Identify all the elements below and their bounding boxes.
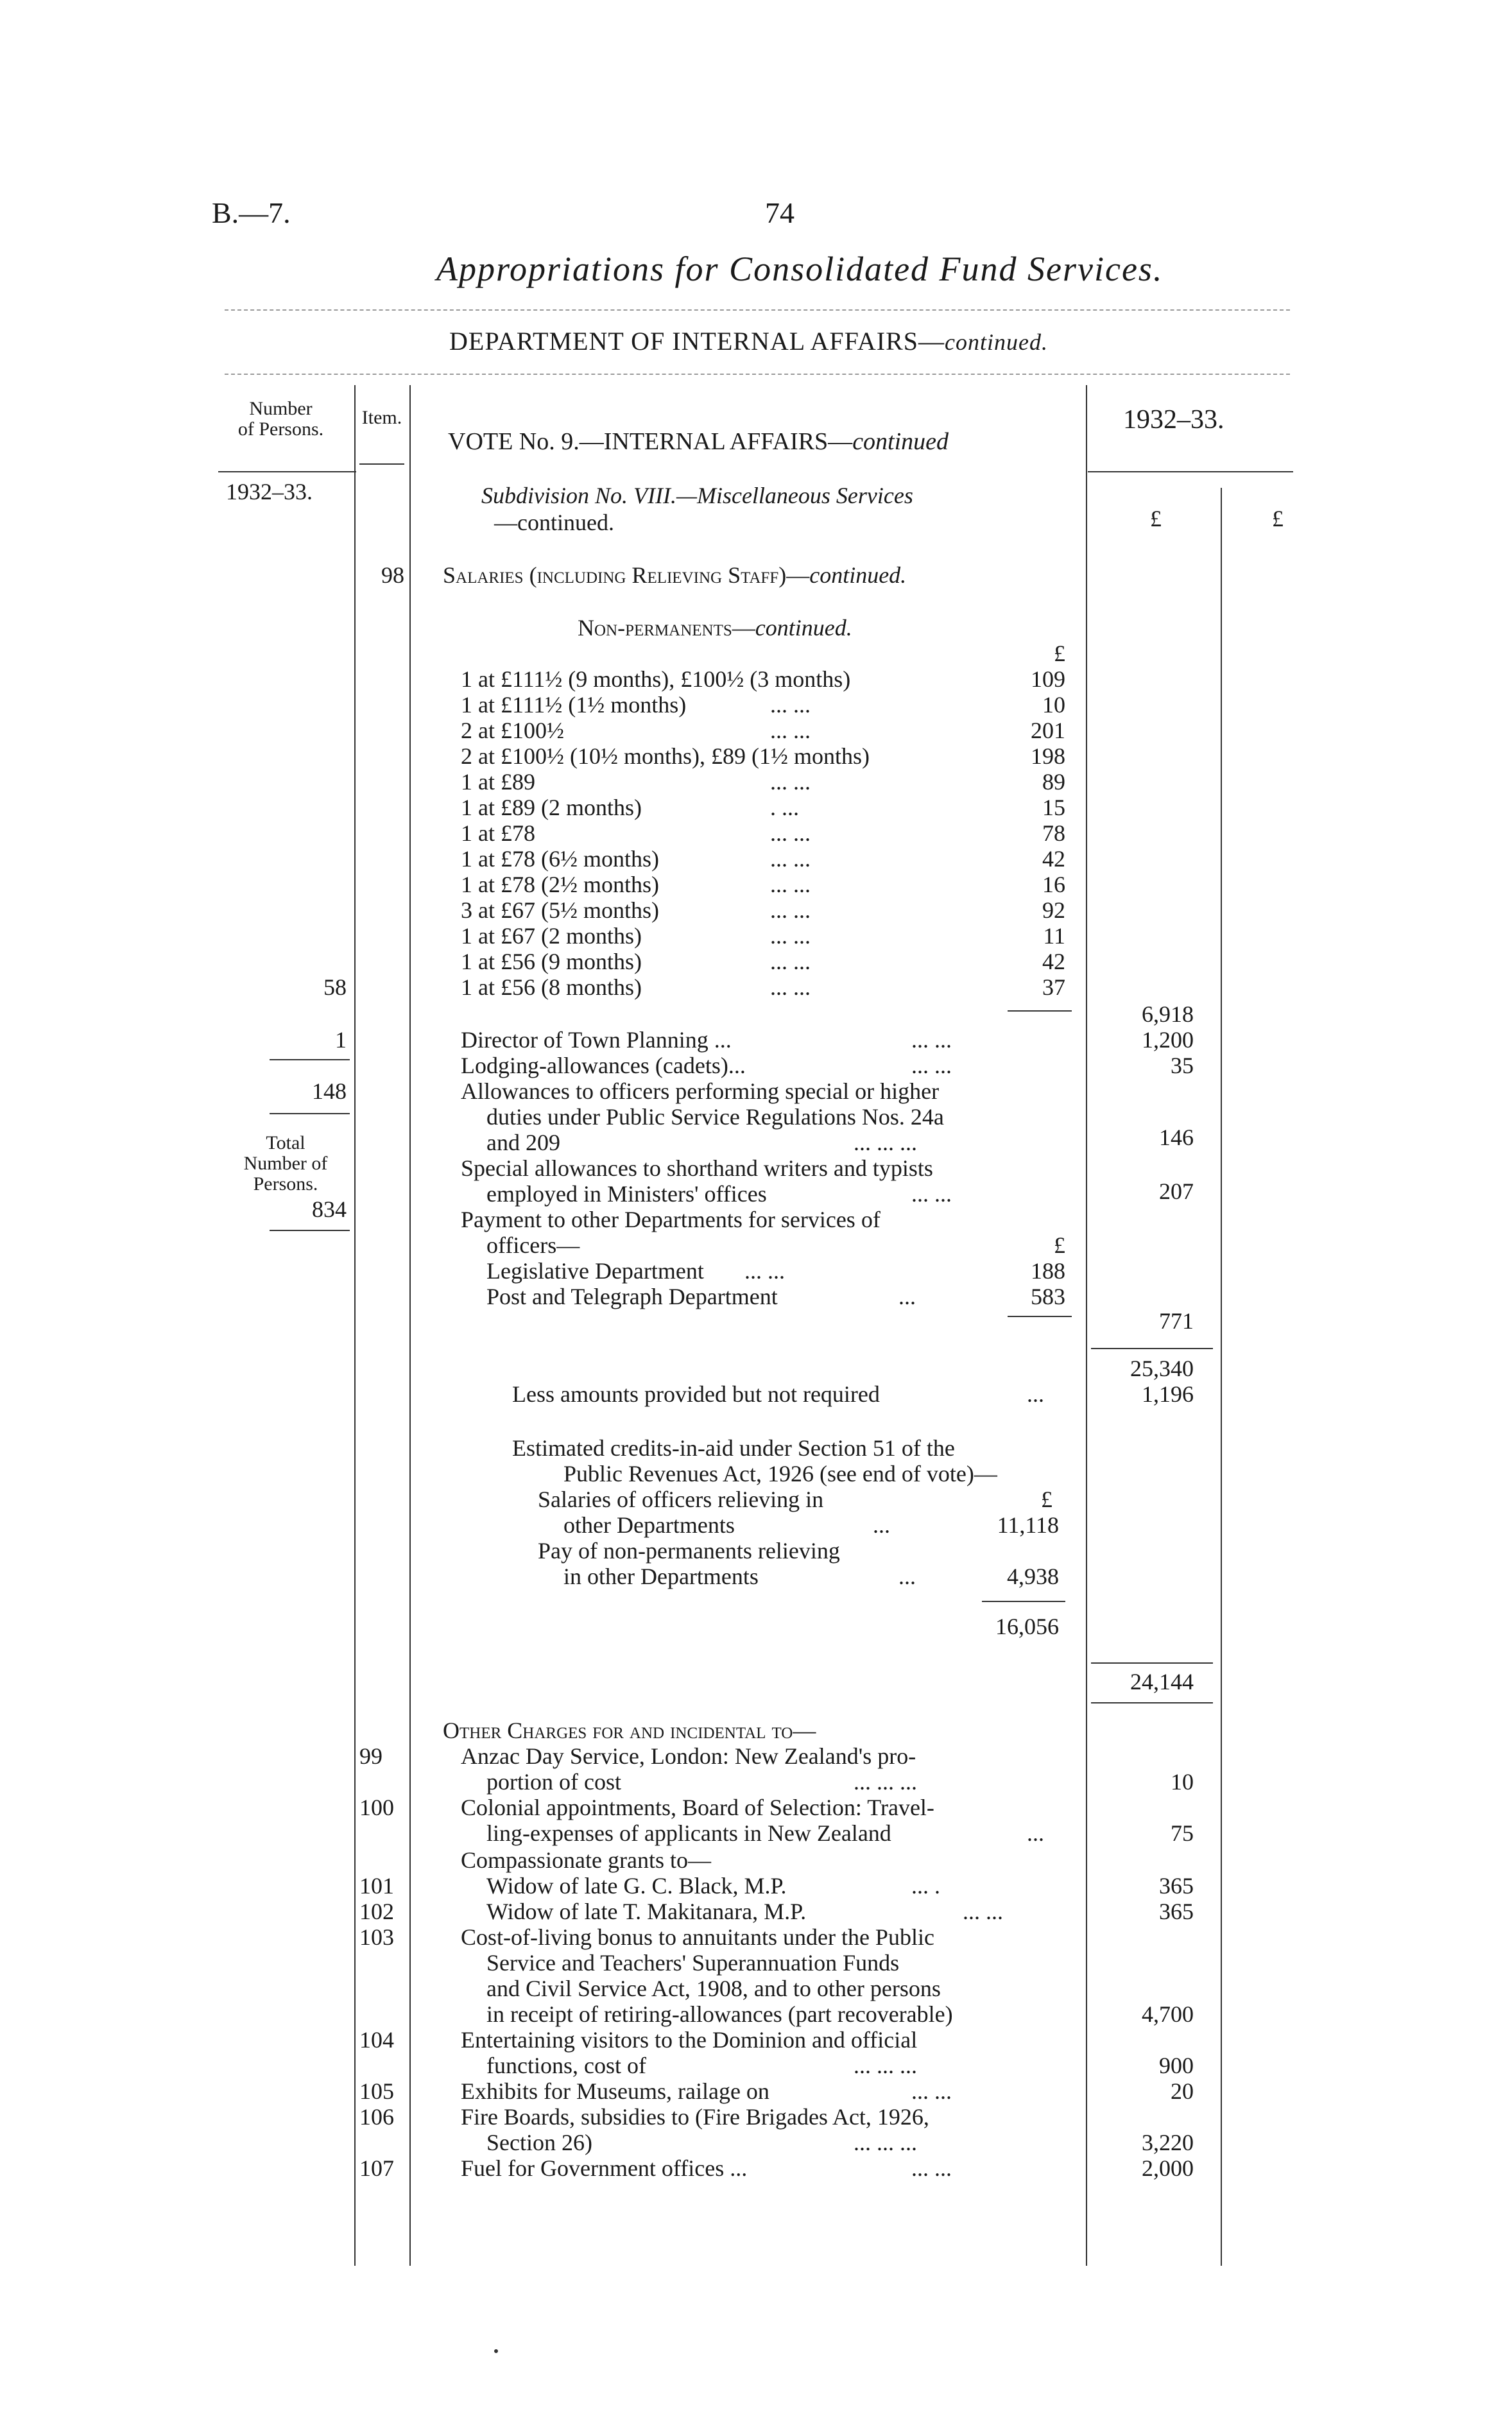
rule-item-text bbox=[409, 385, 411, 2266]
widow1-dots: ... . bbox=[911, 1873, 940, 1899]
ent-amount: 900 bbox=[1159, 2053, 1194, 2078]
item-104: 104 bbox=[359, 2027, 394, 2053]
lodging-label: Lodging-allowances (cadets)... bbox=[461, 1053, 746, 1078]
fire-dots: ... ... ... bbox=[854, 2130, 917, 2155]
header-rule-left bbox=[218, 471, 356, 472]
payment-sum-rule bbox=[1008, 1316, 1072, 1317]
item-101: 101 bbox=[359, 1873, 394, 1899]
post-amount: 583 bbox=[1031, 1284, 1065, 1309]
total-persons-value: 834 bbox=[312, 1196, 347, 1222]
lodging-dots: ... ... bbox=[911, 1053, 952, 1078]
col-line2: Service and Teachers' Superannuation Funds bbox=[486, 1950, 900, 1976]
special-line1: Special allowances to shorthand writers and typists bbox=[461, 1155, 933, 1181]
nonperm-row-amount: 92 bbox=[1042, 897, 1065, 923]
nonperm-row-label: 1 at £67 (2 months) bbox=[461, 923, 642, 949]
rule-text-amount bbox=[1086, 385, 1087, 2266]
ent-line2: functions, cost of bbox=[486, 2053, 646, 2078]
nonperm-row-dots: ... ... bbox=[770, 897, 811, 923]
nonperm-row-label: 2 at £100½ (10½ months), £89 (1½ months) bbox=[461, 743, 870, 769]
department-name: DEPARTMENT OF INTERNAL AFFAIRS— bbox=[449, 327, 945, 356]
ent-dots: ... ... ... bbox=[854, 2053, 917, 2078]
widow2-dots: ... ... bbox=[963, 1899, 1003, 1924]
nonperm-sum-rule bbox=[1008, 1010, 1072, 1012]
col-number-of-persons: Number bbox=[249, 398, 313, 419]
compassionate-label: Compassionate grants to— bbox=[461, 1847, 711, 1873]
item-102: 102 bbox=[359, 1899, 394, 1924]
special-line2: employed in Ministers' offices bbox=[486, 1181, 767, 1207]
nonperm-row-dots: ... ... bbox=[770, 769, 811, 795]
persons-58: 58 bbox=[323, 974, 347, 1000]
title-rule bbox=[225, 309, 1290, 311]
col-year-right: 1932–33. bbox=[1123, 405, 1224, 435]
payment-line1: Payment to other Departments for services of bbox=[461, 1207, 881, 1232]
nonperm-row-amount: 37 bbox=[1042, 974, 1065, 1000]
payment-total: 771 bbox=[1159, 1308, 1194, 1334]
col-pound-2: £ bbox=[1272, 506, 1284, 531]
nonperm-row-amount: 15 bbox=[1042, 795, 1065, 820]
item-106: 106 bbox=[359, 2104, 394, 2130]
net-rule-top bbox=[1091, 1662, 1213, 1664]
credits-total: 16,056 bbox=[995, 1614, 1059, 1639]
page-title: Appropriations for Consolidated Fund Services. bbox=[436, 250, 1164, 288]
nonperm-total: 6,918 bbox=[1142, 1001, 1194, 1027]
nonperm-row-dots: ... ... bbox=[770, 820, 811, 846]
payment-pound: £ bbox=[1054, 1232, 1065, 1258]
fuel-label: Fuel for Government offices ... bbox=[461, 2155, 748, 2181]
other-charge-dots: ... bbox=[1027, 1820, 1044, 1846]
exh-label: Exhibits for Museums, railage on bbox=[461, 2078, 769, 2104]
nonperm-row-label: 1 at £111½ (9 months), £100½ (3 months) bbox=[461, 666, 851, 692]
other-charge-line2: portion of cost bbox=[486, 1769, 621, 1795]
department-rule bbox=[225, 374, 1290, 375]
fuel-dots: ... ... bbox=[911, 2155, 952, 2181]
fuel-amount: 2,000 bbox=[1142, 2155, 1194, 2181]
credits-pay-line2: in other Departments bbox=[563, 1564, 759, 1589]
salaries-heading bbox=[443, 562, 906, 588]
col-line3: and Civil Service Act, 1908, and to other persons bbox=[486, 1976, 941, 2001]
net-total: 24,144 bbox=[1130, 1669, 1194, 1695]
nonperm-row-label: 3 at £67 (5½ months) bbox=[461, 897, 659, 923]
subdivision-continued: —continued. bbox=[494, 510, 614, 535]
department-continued: continued. bbox=[945, 329, 1049, 355]
vote-title-continued: continued bbox=[852, 428, 949, 455]
credits-pay-amount: 4,938 bbox=[1007, 1564, 1059, 1589]
persons-rule-2 bbox=[270, 1113, 350, 1114]
footer-dot bbox=[494, 2349, 498, 2353]
vote-title bbox=[448, 429, 949, 454]
salaries-heading-text: Salaries (including Relieving Staff)— bbox=[443, 562, 810, 588]
nonperm-heading bbox=[578, 615, 852, 641]
salaries-heading-continued: continued. bbox=[809, 562, 907, 588]
credits-pound: £ bbox=[1041, 1487, 1052, 1512]
widow2-amount: 365 bbox=[1159, 1899, 1194, 1924]
item-105: 105 bbox=[359, 2078, 394, 2104]
less-amount: 1,196 bbox=[1142, 1381, 1194, 1407]
persons-1: 1 bbox=[335, 1027, 347, 1053]
net-rule-bottom bbox=[1091, 1702, 1213, 1703]
other-charges-heading: Other Charges for and incidental to— bbox=[443, 1718, 816, 1743]
col-pound-1: £ bbox=[1150, 506, 1162, 531]
director-amount: 1,200 bbox=[1142, 1027, 1194, 1053]
nonperm-row-label: 1 at £111½ (1½ months) bbox=[461, 692, 687, 718]
other-charge-line1: Colonial appointments, Board of Selection: Travel- bbox=[461, 1795, 934, 1820]
persons-rule-3 bbox=[270, 1230, 350, 1231]
gross-rule bbox=[1091, 1348, 1213, 1349]
col-number-of-persons-line2: of Persons. bbox=[237, 418, 324, 440]
ent-line1: Entertaining visitors to the Dominion and official bbox=[461, 2027, 918, 2053]
nonperm-row-label: 1 at £56 (9 months) bbox=[461, 949, 642, 974]
persons-148: 148 bbox=[312, 1078, 347, 1104]
nonperm-row-dots: ... ... bbox=[770, 846, 811, 872]
page-number: 74 bbox=[765, 196, 795, 229]
col-amount: 4,700 bbox=[1142, 2001, 1194, 2027]
vote-title-text: VOTE No. 9.—INTERNAL AFFAIRS— bbox=[448, 428, 853, 455]
nonperm-row-amount: 201 bbox=[1031, 718, 1065, 743]
other-charge-line1: Anzac Day Service, London: New Zealand's pro- bbox=[461, 1743, 916, 1769]
payment-line2: officers— bbox=[486, 1232, 580, 1258]
total-persons-label: Total bbox=[266, 1132, 305, 1153]
post-dots: ... bbox=[898, 1284, 916, 1309]
nonperm-pound: £ bbox=[1054, 641, 1065, 666]
special-dots: ... ... bbox=[911, 1181, 952, 1207]
rule-amount-total bbox=[1221, 488, 1222, 2266]
legislative-dots: ... ... bbox=[744, 1258, 785, 1284]
other-charge-amount: 75 bbox=[1171, 1820, 1194, 1846]
col-line4: in receipt of retiring-allowances (part recoverable) bbox=[486, 2001, 953, 2027]
nonperm-row-dots: ... ... bbox=[770, 974, 811, 1000]
nonperm-row-dots: ... ... bbox=[770, 923, 811, 949]
credits-salaries-line1: Salaries of officers relieving in bbox=[538, 1487, 824, 1512]
allowances-line2: duties under Public Service Regulations Nos. 24a bbox=[486, 1104, 944, 1130]
fire-line2: Section 26) bbox=[486, 2130, 592, 2155]
total-persons-label-2: Number of bbox=[243, 1153, 328, 1174]
credits-pay-line1: Pay of non-permanents relieving bbox=[538, 1538, 840, 1564]
allowances-amount: 146 bbox=[1159, 1125, 1194, 1150]
credits-salaries-line2: other Departments bbox=[563, 1512, 735, 1538]
item-number: 99 bbox=[359, 1743, 382, 1769]
item-number: 100 bbox=[359, 1795, 394, 1820]
rule-persons-item bbox=[354, 385, 356, 2266]
header-rule-right bbox=[1088, 471, 1293, 472]
widow1-amount: 365 bbox=[1159, 1873, 1194, 1899]
nonperm-row-dots: ... ... bbox=[770, 718, 811, 743]
lodging-amount: 35 bbox=[1171, 1053, 1194, 1078]
nonperm-row-label: 1 at £78 bbox=[461, 820, 535, 846]
col-item: Item. bbox=[361, 407, 402, 428]
nonperm-row-dots: . ... bbox=[770, 795, 799, 820]
nonperm-row-label: 1 at £56 (8 months) bbox=[461, 974, 642, 1000]
widow2-label: Widow of late T. Makitanara, M.P. bbox=[486, 1899, 807, 1924]
page-reference: B.—7. bbox=[212, 196, 291, 229]
nonperm-row-label: 1 at £78 (6½ months) bbox=[461, 846, 659, 872]
nonperm-row-amount: 42 bbox=[1042, 949, 1065, 974]
other-charge-dots: ... ... ... bbox=[854, 1769, 917, 1795]
fire-amount: 3,220 bbox=[1142, 2130, 1194, 2155]
credits-line1: Estimated credits-in-aid under Section 51 of the bbox=[512, 1435, 955, 1461]
col-line1: Cost-of-living bonus to annuitants under the Public bbox=[461, 1924, 934, 1950]
nonperm-heading-text: Non-permanents— bbox=[578, 615, 755, 641]
legislative-label: Legislative Department bbox=[486, 1258, 704, 1284]
allowances-dots: ... ... ... bbox=[854, 1130, 917, 1155]
nonperm-row-dots: ... ... bbox=[770, 692, 811, 718]
legislative-amount: 188 bbox=[1031, 1258, 1065, 1284]
widow1-label: Widow of late G. C. Black, M.P. bbox=[486, 1873, 787, 1899]
post-label: Post and Telegraph Department bbox=[486, 1284, 778, 1309]
item-103: 103 bbox=[359, 1924, 394, 1950]
nonperm-heading-continued: continued. bbox=[755, 615, 852, 641]
nonperm-row-amount: 198 bbox=[1031, 743, 1065, 769]
credits-line2: Public Revenues Act, 1926 (see end of vote)— bbox=[563, 1461, 997, 1487]
nonperm-row-label: 1 at £78 (2½ months) bbox=[461, 872, 659, 897]
total-persons-label-3: Persons. bbox=[253, 1173, 318, 1194]
nonperm-row-amount: 10 bbox=[1042, 692, 1065, 718]
special-amount: 207 bbox=[1159, 1178, 1194, 1204]
nonperm-row-amount: 42 bbox=[1042, 846, 1065, 872]
less-label: Less amounts provided but not required bbox=[512, 1381, 880, 1407]
other-charge-line2: ling-expenses of applicants in New Zealand bbox=[486, 1820, 891, 1846]
col-year-left: 1932–33. bbox=[226, 479, 313, 505]
nonperm-row-label: 1 at £89 (2 months) bbox=[461, 795, 642, 820]
fire-line1: Fire Boards, subsidies to (Fire Brigades Act, 1926, bbox=[461, 2104, 929, 2130]
gross-total: 25,340 bbox=[1130, 1356, 1194, 1381]
exh-amount: 20 bbox=[1171, 2078, 1194, 2104]
nonperm-row-amount: 16 bbox=[1042, 872, 1065, 897]
credits-salaries-dots: ... bbox=[873, 1512, 890, 1538]
director-label: Director of Town Planning ... bbox=[461, 1027, 732, 1053]
nonperm-row-dots: ... ... bbox=[770, 949, 811, 974]
allowances-line3: and 209 bbox=[486, 1130, 560, 1155]
nonperm-row-amount: 89 bbox=[1042, 769, 1065, 795]
exh-dots: ... ... bbox=[911, 2078, 952, 2104]
allowances-line1: Allowances to officers performing special or higher bbox=[461, 1078, 940, 1104]
item-107: 107 bbox=[359, 2155, 394, 2181]
item-98: 98 bbox=[381, 562, 404, 588]
nonperm-row-label: 1 at £89 bbox=[461, 769, 535, 795]
header-rule-item bbox=[359, 463, 404, 465]
credits-salaries-amount: 11,118 bbox=[997, 1512, 1059, 1538]
nonperm-row-amount: 78 bbox=[1042, 820, 1065, 846]
nonperm-row-amount: 109 bbox=[1031, 666, 1065, 692]
department-heading bbox=[449, 326, 1048, 356]
other-charge-amount: 10 bbox=[1171, 1769, 1194, 1795]
credits-sum-rule bbox=[982, 1601, 1065, 1602]
nonperm-row-dots: ... ... bbox=[770, 872, 811, 897]
nonperm-row-label: 2 at £100½ bbox=[461, 718, 564, 743]
credits-pay-dots: ... bbox=[898, 1564, 916, 1589]
persons-rule-1 bbox=[270, 1059, 350, 1060]
director-dots: ... ... bbox=[911, 1027, 952, 1053]
less-dots: ... bbox=[1027, 1381, 1044, 1407]
nonperm-row-amount: 11 bbox=[1043, 923, 1065, 949]
subdivision-title: Subdivision No. VIII.—Miscellaneous Services bbox=[481, 483, 913, 508]
